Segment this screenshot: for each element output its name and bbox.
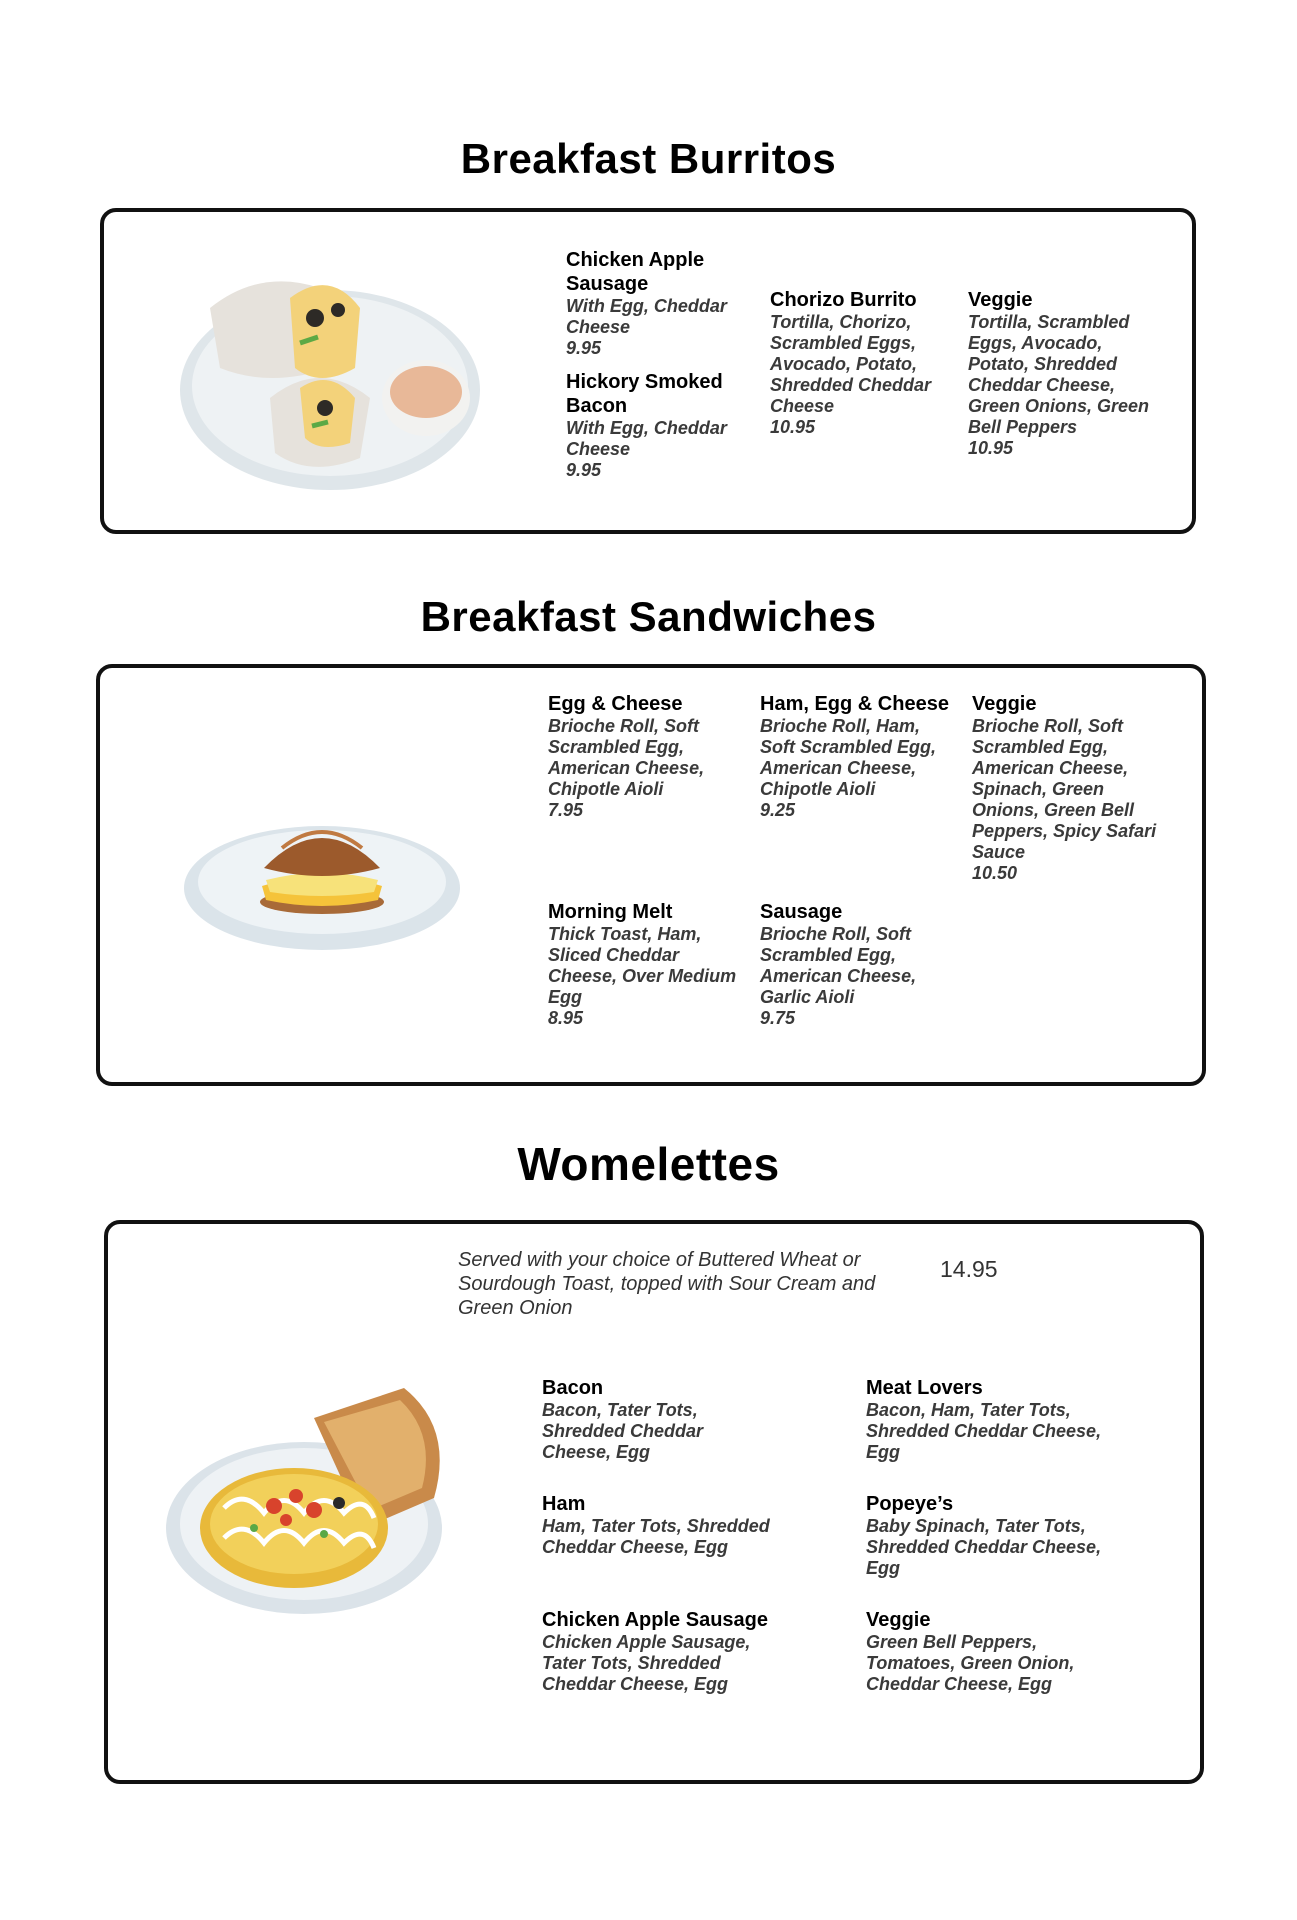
item-price: 9.95 — [566, 338, 602, 358]
item-price: 10.95 — [770, 417, 816, 437]
item-desc: Brioche Roll, Soft Scrambled Egg, American Cheese, Spinach, Green Onions, Green Bell Peppers, Spicy Safari Sauce — [972, 716, 1157, 862]
item-desc: Bacon, Ham, Tater Tots, Shredded Cheddar Cheese, Egg — [866, 1400, 1102, 1462]
menu-item — [542, 1608, 822, 1695]
item-name: Chicken Apple Sausage — [566, 249, 705, 295]
menu-item — [968, 288, 1164, 459]
item-desc: Tortilla, Chorizo, Scrambled Eggs, Avocado, Potato, Shredded Cheddar Cheese — [770, 312, 932, 416]
item-name: Chicken Apple Sausage — [542, 1609, 768, 1631]
item-name: Egg & Cheese — [548, 693, 683, 715]
menu-item — [760, 692, 950, 821]
item-name: Ham, Egg & Cheese — [760, 693, 949, 715]
section-title-burritos: Breakfast Burritos — [460, 135, 837, 182]
item-desc: Tortilla, Scrambled Eggs, Avocado, Potato, Shredded Cheddar Cheese, Green Onions, Green Bell Peppers — [968, 312, 1150, 437]
item-desc: Ham, Tater Tots, Shredded Cheddar Cheese, Egg — [542, 1516, 770, 1557]
menu-item — [760, 900, 960, 1029]
item-price: 8.95 — [548, 1008, 584, 1028]
item-name: Veggie — [968, 289, 1033, 311]
item-name: Popeye’s — [866, 1493, 954, 1515]
item-desc: Green Bell Peppers, Tomatoes, Green Onion, Cheddar Cheese, Egg — [866, 1632, 1075, 1694]
item-name: Morning Melt — [548, 901, 673, 923]
womelettes-card — [104, 1220, 1204, 1784]
item-desc: Brioche Roll, Soft Scrambled Egg, American Cheese, Chipotle Aioli — [548, 716, 705, 799]
item-desc: Baby Spinach, Tater Tots, Shredded Cheddar Cheese, Egg — [866, 1516, 1102, 1578]
item-name: Chorizo Burrito — [770, 289, 917, 311]
menu-item — [548, 900, 738, 1029]
item-price: 10.95 — [968, 438, 1014, 458]
menu-item — [866, 1376, 1146, 1463]
menu-item — [548, 692, 738, 821]
section-title-womelettes: Womelettes — [517, 1138, 780, 1190]
menu-item — [866, 1608, 1146, 1695]
item-name: Bacon — [542, 1377, 604, 1399]
item-name: Ham — [542, 1493, 586, 1515]
section-title-sandwiches: Breakfast Sandwiches — [420, 593, 877, 640]
item-desc: Brioche Roll, Ham, Soft Scrambled Egg, American Cheese, Chipotle Aioli — [760, 716, 937, 799]
womelette-photo — [164, 1378, 464, 1628]
item-desc: With Egg, Cheddar Cheese — [566, 418, 727, 459]
menu-item — [566, 370, 756, 481]
item-name: Veggie — [866, 1609, 931, 1631]
sandwich-photo — [182, 788, 472, 958]
item-name: Hickory Smoked Bacon — [566, 371, 723, 417]
item-price: 9.95 — [566, 460, 602, 480]
item-price: 9.75 — [760, 1008, 796, 1028]
item-price: 7.95 — [548, 800, 584, 820]
item-desc: Bacon, Tater Tots, Shredded Cheddar Cheese, Egg — [542, 1400, 704, 1462]
womelettes-intro: Served with your choice of Buttered Wheat or Sourdough Toast, topped with Sour Cream and Green Onion — [458, 1249, 876, 1319]
item-desc: Brioche Roll, Soft Scrambled Egg, American Cheese, Garlic Aioli — [760, 924, 917, 1007]
sandwiches-card — [96, 664, 1206, 1086]
menu-item — [770, 288, 956, 438]
menu-item — [972, 692, 1162, 884]
item-desc: Chicken Apple Sausage, Tater Tots, Shredded Cheddar Cheese, Egg — [542, 1632, 751, 1694]
burritos-card — [100, 208, 1196, 534]
item-name: Veggie — [972, 693, 1037, 715]
item-price: 9.25 — [760, 800, 796, 820]
womelettes-price: 14.95 — [940, 1256, 998, 1282]
menu-item — [542, 1376, 822, 1463]
item-desc: With Egg, Cheddar Cheese — [566, 296, 727, 337]
item-name: Meat Lovers — [866, 1377, 983, 1399]
burrito-photo — [180, 248, 500, 498]
item-desc: Thick Toast, Ham, Sliced Cheddar Cheese, Over Medium Egg — [548, 924, 737, 1007]
menu-item — [566, 248, 756, 359]
menu-item — [866, 1492, 1146, 1579]
item-price: 10.50 — [972, 863, 1018, 883]
item-name: Sausage — [760, 901, 843, 923]
menu-item — [542, 1492, 822, 1558]
